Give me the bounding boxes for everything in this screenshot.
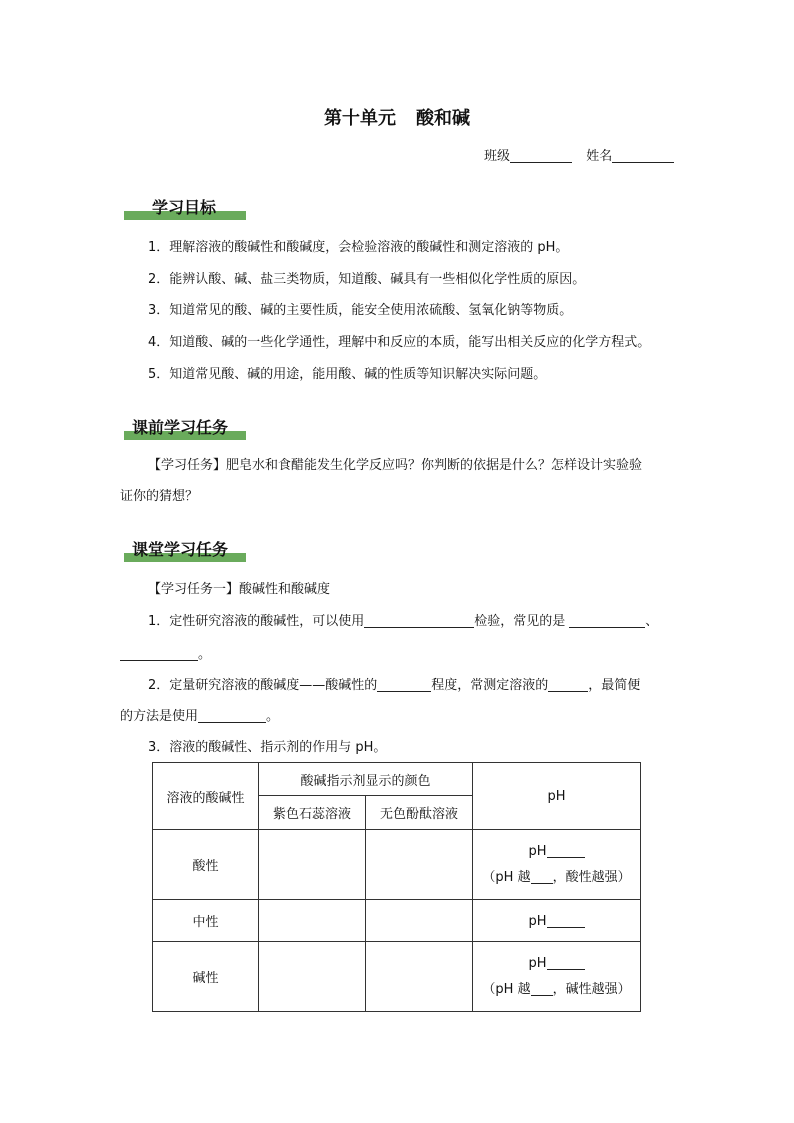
ph-note-blank-base[interactable] [531, 981, 553, 996]
q1-text-b: 检验，常见的是 [474, 614, 566, 629]
q2-text-d: 的方法是使用 [120, 709, 199, 724]
q2-blank-2[interactable] [548, 677, 588, 692]
header-litmus: 紫色石蕊溶液 [259, 796, 366, 830]
table-row-base [153, 942, 641, 1012]
class-blank[interactable] [510, 148, 572, 163]
cell-phenol-acid[interactable] [366, 830, 473, 900]
goal-4: 4．知道酸、碱的一些化学通性，理解中和反应的本质，能写出相关反应的化学方程式。 [148, 335, 651, 350]
class-name-line [484, 145, 674, 164]
section-class-task-title: 课堂学习任务 [132, 540, 229, 559]
pre-task-line-2: 证你的猜想？ [120, 489, 199, 504]
section-goals-title: 学习目标 [152, 198, 217, 217]
q1-blank-1[interactable] [364, 613, 474, 628]
ph-note-a: （pH 越 [482, 869, 531, 885]
question-3: 3．溶液的酸碱性、指示剂的作用与 pH。 [148, 740, 387, 755]
cell-phenol-neutral[interactable] [366, 900, 473, 942]
cell-phenol-base[interactable] [366, 942, 473, 1012]
title-unit: 第十单元 [324, 108, 396, 129]
header-acidity: 溶液的酸碱性 [153, 763, 259, 830]
ph-blank-neutral[interactable] [547, 913, 585, 928]
ph-note-blank-acid[interactable] [531, 869, 553, 884]
question-2-cont [120, 707, 690, 727]
question-1 [120, 612, 718, 632]
title-topic: 酸和碱 [416, 108, 470, 129]
q2-text-a: 2．定量研究溶液的酸碱度——酸碱性的 [148, 678, 378, 693]
ph-label: pH [528, 843, 547, 859]
q2-blank-3[interactable] [198, 708, 266, 723]
goal-2: 2．能辨认酸、碱、盐三类物质，知道酸、碱具有一些相似化学性质的原因。 [148, 272, 586, 287]
q1-blank-2[interactable] [569, 613, 645, 628]
header-ph: pH [473, 763, 641, 830]
q1-text-d: 。 [198, 647, 212, 662]
question-2 [120, 676, 718, 696]
goal-3: 3．知道常见的酸、碱的主要性质，能安全使用浓硫酸、氢氧化钠等物质。 [148, 303, 573, 318]
q1-text-c: 、 [645, 614, 659, 629]
cell-litmus-neutral[interactable] [259, 900, 366, 942]
header-phenolphthalein: 无色酚酞溶液 [366, 796, 473, 830]
name-blank[interactable] [612, 148, 674, 163]
goal-5: 5．知道常见酸、碱的用途，能用酸、碱的性质等知识解决实际问题。 [148, 367, 547, 382]
goal-1: 1．理解溶液的酸碱性和酸碱度，会检验溶液的酸碱性和测定溶液的 pH。 [148, 240, 569, 255]
acidity-table [152, 762, 641, 1012]
cell-litmus-base[interactable] [259, 942, 366, 1012]
ph-label: pH [528, 955, 547, 971]
q1-text-a: 1．定性研究溶液的酸碱性，可以使用 [148, 614, 365, 629]
cell-ph-neutral [473, 900, 641, 942]
q2-text-b: 程度，常测定溶液的 [431, 678, 549, 693]
pre-task-line-1: 【学习任务】肥皂水和食醋能发生化学反应吗？你判断的依据是什么？怎样设计实验验 [148, 458, 643, 473]
ph-note-b: ，酸性越强） [552, 869, 631, 885]
section-pre-task [124, 414, 248, 440]
q2-text-c: ，最简便 [588, 678, 641, 693]
ph-note-b: ，碱性越强） [552, 981, 631, 997]
cell-ph-base [473, 942, 641, 1012]
q2-blank-1[interactable] [377, 677, 431, 692]
row-label-neutral: 中性 [153, 900, 259, 942]
table-row-neutral [153, 900, 641, 942]
header-indicator: 酸碱指示剂显示的颜色 [259, 763, 473, 796]
task1-title: 【学习任务一】酸碱性和酸碱度 [148, 582, 331, 597]
row-label-base: 碱性 [153, 942, 259, 1012]
q2-text-e: 。 [266, 709, 280, 724]
ph-label: pH [528, 913, 547, 929]
name-label: 姓名 [586, 149, 613, 164]
page-title [0, 104, 794, 130]
cell-ph-acid [473, 830, 641, 900]
class-label: 班级 [484, 149, 511, 164]
section-class-task [124, 536, 248, 562]
ph-note-a: （pH 越 [482, 981, 531, 997]
row-label-acid: 酸性 [153, 830, 259, 900]
q1-blank-3[interactable] [120, 646, 198, 661]
section-pre-task-title: 课前学习任务 [132, 418, 229, 437]
table-row-acid [153, 830, 641, 900]
question-1-cont [120, 645, 690, 665]
ph-blank-base[interactable] [547, 955, 585, 970]
section-goals [124, 194, 248, 220]
ph-blank-acid[interactable] [547, 843, 585, 858]
cell-litmus-acid[interactable] [259, 830, 366, 900]
